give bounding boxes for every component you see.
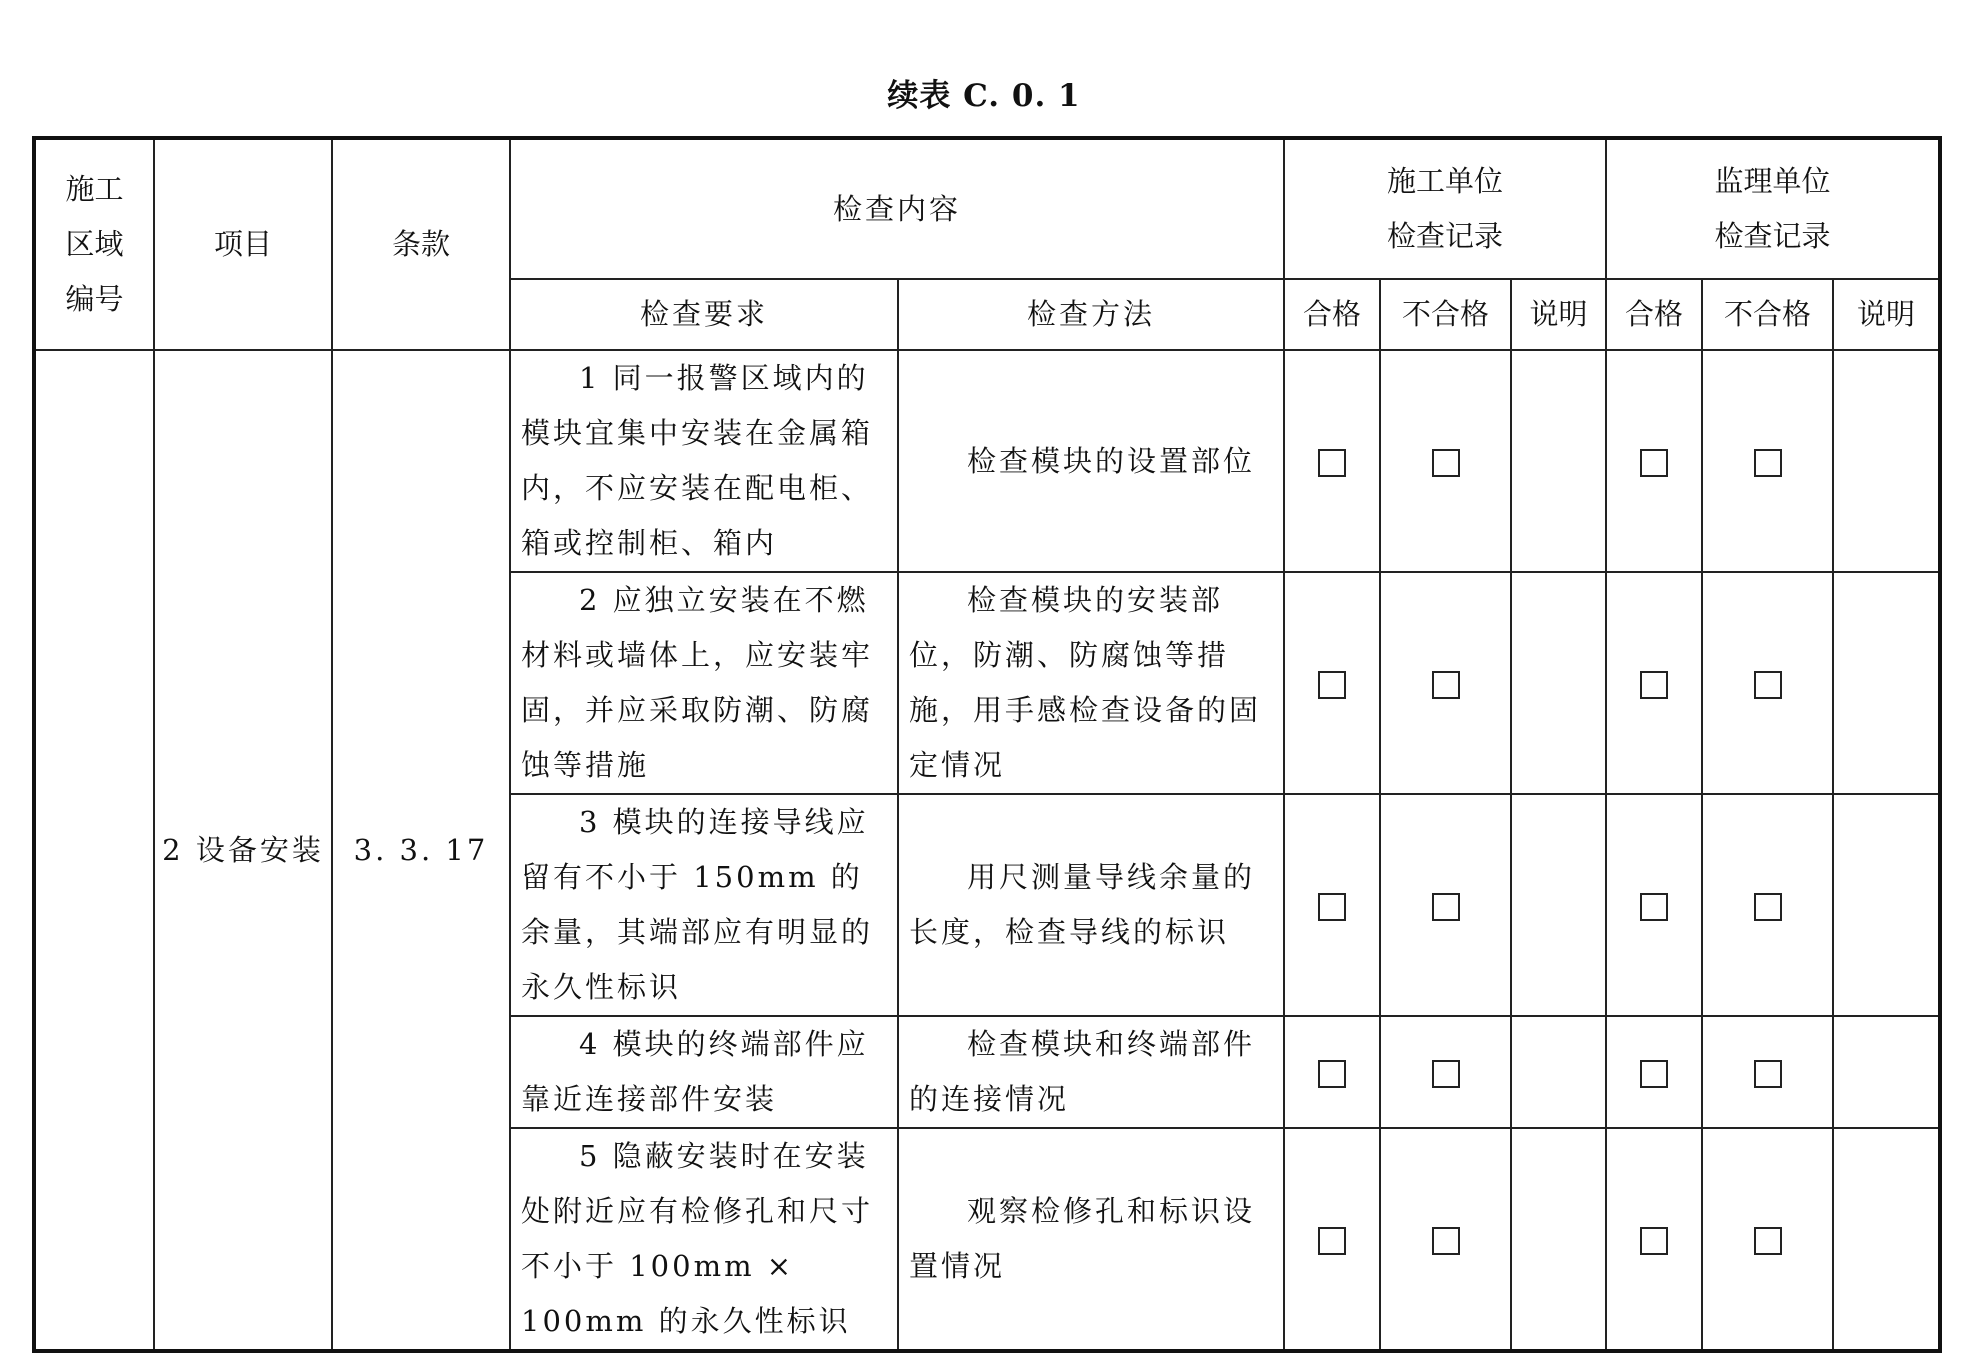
contractor-fail-checkbox[interactable] [1432, 671, 1460, 699]
supervisor-pass-cell [1606, 1016, 1702, 1128]
table-title: 续表 C. 0. 1 [887, 78, 1081, 114]
requirement-cell [510, 572, 898, 794]
supervisor-note-cell[interactable] [1833, 572, 1940, 794]
contractor-pass-cell [1284, 572, 1380, 794]
header-text: 检查记录 [1714, 219, 1831, 253]
clause-header: 条款 [332, 138, 510, 350]
contractor-fail-cell [1380, 572, 1511, 794]
contractor-pass-cell [1284, 794, 1380, 1016]
supervisor-note-cell[interactable] [1833, 794, 1940, 1016]
method-cell [898, 1016, 1284, 1128]
contractor-note-cell[interactable] [1511, 1016, 1606, 1128]
supervisor-pass-checkbox[interactable] [1640, 1060, 1668, 1088]
supervisor-fail-checkbox[interactable] [1754, 449, 1782, 477]
supervisor-fail-cell [1702, 572, 1833, 794]
contractor-record-header [1284, 138, 1606, 279]
requirement-text: 1 同一报警区域内的模块宜集中安装在金属箱内，不应安装在配电柜、箱或控制柜、箱内 [521, 361, 874, 560]
area-number-header [34, 138, 154, 350]
requirement-text: 4 模块的终端部件应靠近连接部件安装 [521, 1027, 869, 1116]
supervisor-record-header [1606, 138, 1940, 279]
supervisor-fail-cell [1702, 350, 1833, 572]
contractor-fail-cell [1380, 794, 1511, 1016]
requirement-cell [510, 1016, 898, 1128]
inspection-table [32, 136, 1942, 1353]
header-text: 施工 [65, 172, 124, 206]
contractor-fail-cell [1380, 350, 1511, 572]
contractor-note-cell[interactable] [1511, 1128, 1606, 1351]
requirement-cell [510, 350, 898, 572]
supervisor-fail-checkbox[interactable] [1754, 1227, 1782, 1255]
header-row-1 [34, 138, 1940, 279]
contractor-fail-cell [1380, 1128, 1511, 1351]
contractor-pass-header: 合格 [1284, 279, 1380, 350]
supervisor-pass-cell [1606, 794, 1702, 1016]
contractor-pass-checkbox[interactable] [1318, 671, 1346, 699]
requirement-cell [510, 794, 898, 1016]
requirement-cell [510, 1128, 898, 1351]
contractor-note-cell[interactable] [1511, 350, 1606, 572]
supervisor-pass-checkbox[interactable] [1640, 1227, 1668, 1255]
method-text: 检查模块和终端部件的连接情况 [909, 1027, 1256, 1116]
contractor-pass-checkbox[interactable] [1318, 1060, 1346, 1088]
contractor-pass-checkbox[interactable] [1318, 449, 1346, 477]
header-text: 施工单位 [1387, 164, 1504, 198]
contractor-pass-checkbox[interactable] [1318, 893, 1346, 921]
item-header: 项目 [154, 138, 332, 350]
supervisor-fail-cell [1702, 794, 1833, 1016]
contractor-fail-checkbox[interactable] [1432, 1227, 1460, 1255]
method-cell [898, 350, 1284, 572]
contractor-pass-cell [1284, 1016, 1380, 1128]
supervisor-fail-checkbox[interactable] [1754, 893, 1782, 921]
content-header: 检查内容 [510, 138, 1284, 279]
method-text: 检查模块的设置部位 [967, 443, 1256, 478]
header-text: 编号 [65, 282, 124, 316]
table-row [34, 350, 1940, 572]
supervisor-pass-cell [1606, 350, 1702, 572]
contractor-fail-checkbox[interactable] [1432, 1060, 1460, 1088]
contractor-fail-checkbox[interactable] [1432, 449, 1460, 477]
supervisor-pass-header: 合格 [1606, 279, 1702, 350]
area-number-cell [34, 350, 154, 1351]
contractor-pass-cell [1284, 350, 1380, 572]
method-header: 检查方法 [898, 279, 1284, 350]
contractor-pass-cell [1284, 1128, 1380, 1351]
contractor-pass-checkbox[interactable] [1318, 1227, 1346, 1255]
supervisor-fail-checkbox[interactable] [1754, 671, 1782, 699]
method-text: 用尺测量导线余量的长度，检查导线的标识 [909, 860, 1256, 949]
contractor-note-cell[interactable] [1511, 794, 1606, 1016]
contractor-fail-cell [1380, 1016, 1511, 1128]
contractor-note-header: 说明 [1511, 279, 1606, 350]
supervisor-pass-cell [1606, 572, 1702, 794]
header-text: 检查记录 [1387, 219, 1504, 253]
supervisor-fail-cell [1702, 1128, 1833, 1351]
header-text: 区域 [65, 227, 124, 261]
clause-cell: 3. 3. 17 [332, 350, 510, 1351]
supervisor-note-header: 说明 [1833, 279, 1940, 350]
method-cell [898, 1128, 1284, 1351]
supervisor-pass-checkbox[interactable] [1640, 449, 1668, 477]
contractor-note-cell[interactable] [1511, 572, 1606, 794]
header-text: 监理单位 [1714, 164, 1831, 198]
contractor-fail-checkbox[interactable] [1432, 893, 1460, 921]
method-text: 观察检修孔和标识设置情况 [909, 1194, 1256, 1283]
method-cell [898, 794, 1284, 1016]
supervisor-pass-cell [1606, 1128, 1702, 1351]
method-cell [898, 572, 1284, 794]
supervisor-note-cell[interactable] [1833, 1016, 1940, 1128]
supervisor-fail-header: 不合格 [1702, 279, 1833, 350]
contractor-fail-header: 不合格 [1380, 279, 1511, 350]
item-cell: 2 设备安装 [154, 350, 332, 1351]
requirement-text: 5 隐蔽安装时在安装处附近应有检修孔和尺寸不小于 100mm × 100mm 的永久性标识 [521, 1139, 874, 1338]
supervisor-fail-checkbox[interactable] [1754, 1060, 1782, 1088]
supervisor-note-cell[interactable] [1833, 1128, 1940, 1351]
requirement-text: 3 模块的连接导线应留有不小于 150mm 的余量，其端部应有明显的永久性标识 [521, 805, 874, 1004]
requirement-text: 2 应独立安装在不燃材料或墙体上，应安装牢固，并应采取防潮、防腐蚀等措施 [521, 583, 874, 782]
supervisor-fail-cell [1702, 1016, 1833, 1128]
supervisor-pass-checkbox[interactable] [1640, 671, 1668, 699]
method-text: 检查模块的安装部位，防潮、防腐蚀等措施，用手感检查设备的固定情况 [909, 583, 1262, 782]
requirement-header: 检查要求 [510, 279, 898, 350]
supervisor-pass-checkbox[interactable] [1640, 893, 1668, 921]
supervisor-note-cell[interactable] [1833, 350, 1940, 572]
